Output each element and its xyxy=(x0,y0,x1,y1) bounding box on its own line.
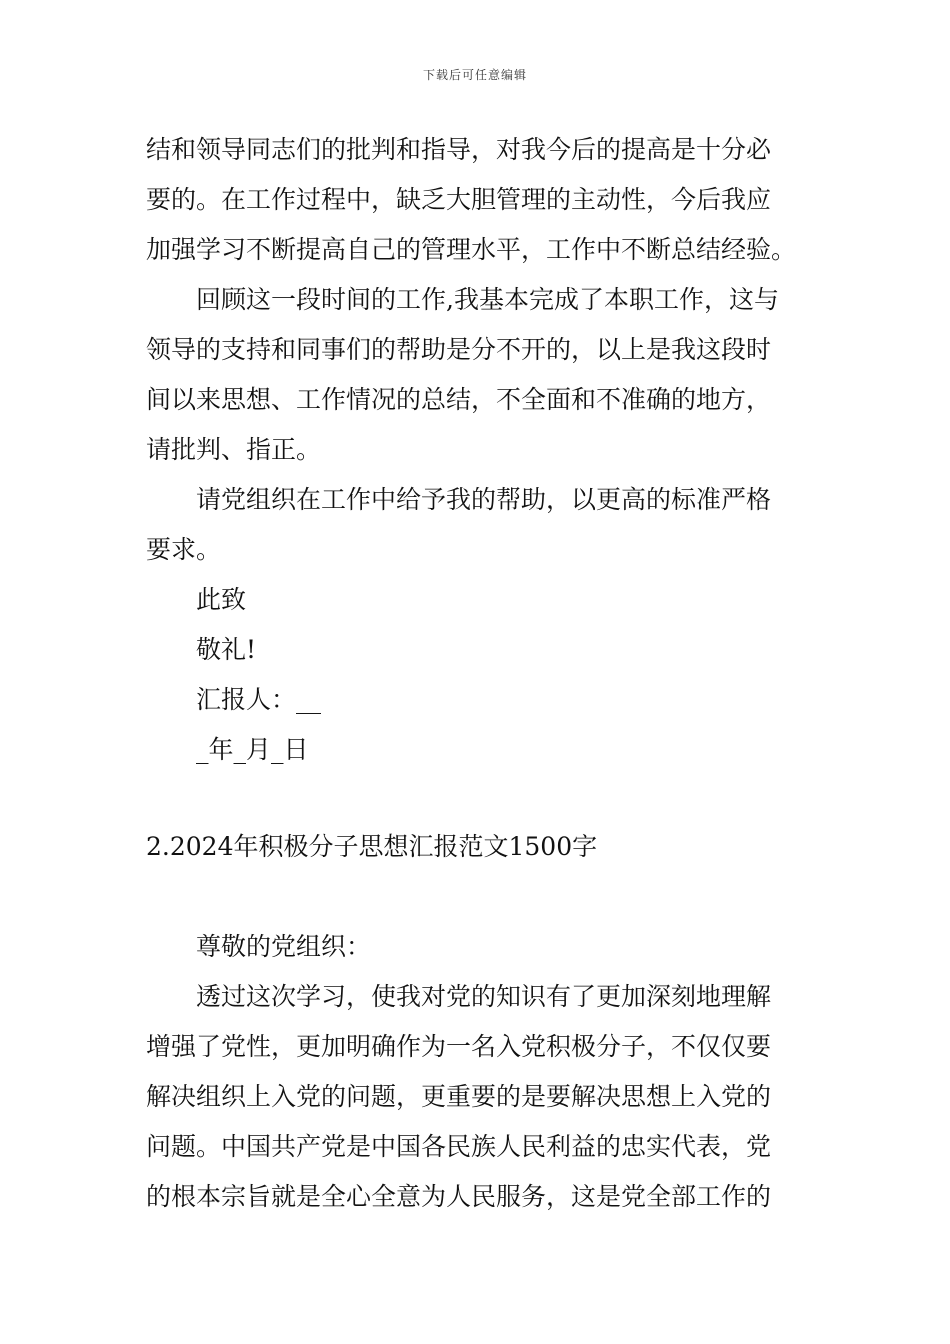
text-line: 间以来思想、工作情况的总结，不全面和不准确的地方， xyxy=(146,385,772,414)
reporter-signature: 汇报人：__ xyxy=(196,685,322,714)
text-line: 请批判、指正。 xyxy=(146,435,322,464)
paragraph-1 xyxy=(146,125,806,275)
paragraph-3 xyxy=(146,475,806,575)
closing-regards: 敬礼! xyxy=(196,635,257,664)
section-1-body xyxy=(146,125,806,775)
paragraph-2 xyxy=(146,275,806,475)
text-line: 问题。中国共产党是中国各民族人民利益的忠实代表，党 xyxy=(146,1132,772,1161)
report-date: _年_月_日 xyxy=(196,735,309,764)
text-line: 要的。在工作过程中，缺乏大胆管理的主动性，今后我应 xyxy=(146,185,772,214)
text-line: 增强了党性，更加明确作为一名入党积极分子，不仅仅要 xyxy=(146,1032,772,1061)
text-line: 解决组织上入党的问题，更重要的是要解决思想上入党的 xyxy=(146,1082,772,1111)
greeting xyxy=(146,922,806,972)
text-line: 回顾这一段时间的工作,我基本完成了本职工作，这与 xyxy=(196,285,779,314)
text-line: 的根本宗旨就是全心全意为人民服务，这是党全部工作的 xyxy=(146,1182,772,1211)
closing-salutation: 此致 xyxy=(196,585,247,614)
greeting-text: 尊敬的党组织： xyxy=(196,932,372,961)
text-line: 加强学习不断提高自己的管理水平，工作中不断总结经验。 xyxy=(146,235,797,264)
text-line: 结和领导同志们的批判和指导，对我今后的提高是十分必 xyxy=(146,135,772,164)
text-line: 领导的支持和同事们的帮助是分不开的，以上是我这段时 xyxy=(146,335,772,364)
section-2-body xyxy=(146,922,806,1222)
section-2-paragraph xyxy=(146,972,806,1222)
section-2-title: 2.2024年积极分子思想汇报范文1500字 xyxy=(146,832,598,861)
text-line: 要求。 xyxy=(146,535,222,564)
text-line: 透过这次学习，使我对党的知识有了更加深刻地理解 xyxy=(196,982,772,1011)
page-header: 下载后可任意编辑 xyxy=(422,68,527,82)
text-line: 请党组织在工作中给予我的帮助，以更高的标准严格 xyxy=(196,485,772,514)
closing-block xyxy=(146,575,806,775)
